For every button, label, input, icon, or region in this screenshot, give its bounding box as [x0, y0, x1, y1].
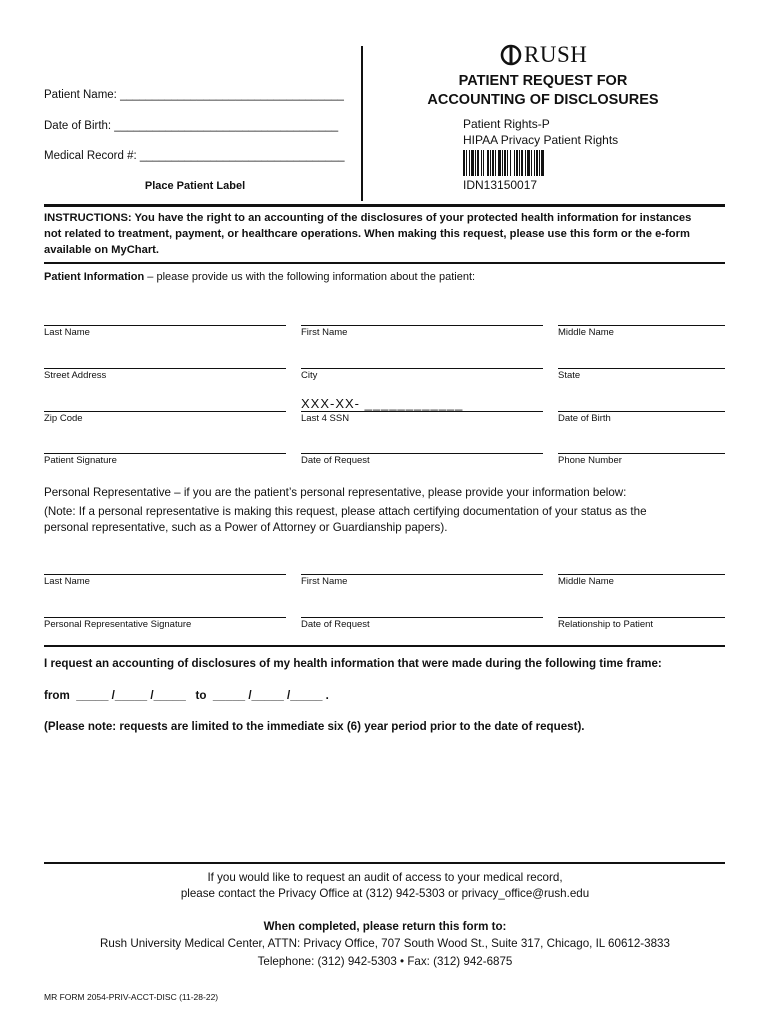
patient-info-subtitle: – please provide us with the following information about the patient: — [144, 271, 476, 283]
barcode-bar — [516, 150, 518, 176]
rush-logo-icon — [500, 44, 522, 66]
barcode-bar — [466, 150, 467, 176]
form-code: MR FORM 2054-PRIV-ACCT-DISC (11-28-22) — [44, 992, 219, 1002]
barcode-bar — [490, 150, 491, 176]
rep-relationship-label: Relationship to Patient — [558, 619, 654, 630]
barcode-bar — [492, 150, 494, 176]
barcode-bar — [531, 150, 532, 176]
barcode-bar — [487, 150, 489, 176]
barcode-bar — [507, 150, 508, 176]
form-category: Patient Rights-P — [463, 117, 550, 131]
patient-zip-input[interactable] — [44, 411, 286, 412]
patient-street-label: Street Address — [44, 370, 107, 381]
request-date-range[interactable]: from _____ /_____ /_____ to _____ /_____ /_____ . — [44, 689, 329, 702]
barcode-bar — [495, 150, 496, 176]
barcode-bar — [519, 150, 520, 176]
place-patient-label: Place Patient Label — [144, 180, 246, 192]
barcode-bar — [481, 150, 482, 176]
barcode-bar — [498, 150, 501, 176]
patient-city-input[interactable] — [301, 368, 543, 369]
patient-street-input[interactable] — [44, 368, 286, 369]
patient-info-title: Patient Information — [44, 271, 145, 283]
patient-middle-name-input[interactable] — [558, 325, 725, 326]
audit-line1: If you would like to request an audit of access to your medical record, — [207, 871, 563, 884]
patient-ssn-label: Last 4 SSN — [301, 413, 350, 424]
audit-line2: please contact the Privacy Office at (312) 942-5303 or privacy_office@rush.edu — [180, 887, 590, 900]
patient-city-label: City — [301, 370, 318, 381]
form-title-line2: ACCOUNTING OF DISCLOSURES — [427, 92, 659, 108]
rep-signature-label: Personal Representative Signature — [44, 619, 192, 630]
barcode-bar — [469, 150, 470, 176]
instructions-rule — [44, 262, 725, 264]
header-divider — [361, 46, 363, 201]
barcode-bar — [475, 150, 476, 176]
patient-dob-label: Date of Birth — [558, 413, 611, 424]
patient-zip-label: Zip Code — [44, 413, 83, 424]
request-note: (Please note: requests are limited to the immediate six (6) year period prior to the date of request). — [44, 720, 585, 733]
rep-middle-name-label: Middle Name — [558, 576, 614, 587]
patient-state-input[interactable] — [558, 368, 725, 369]
patient-phone-label: Phone Number — [558, 455, 622, 466]
barcode-bar — [536, 150, 538, 176]
barcode-bar — [527, 150, 530, 176]
patient-first-name-label: First Name — [301, 327, 348, 338]
rush-logo — [500, 42, 587, 68]
patient-first-name-input[interactable] — [301, 325, 543, 326]
request-statement: I request an accounting of disclosures of my health information that were made during the following time frame: — [44, 657, 662, 670]
instructions-line3: available on MyChart. — [44, 244, 160, 256]
instructions — [44, 210, 734, 258]
barcode-bar — [483, 150, 484, 176]
barcode-bar — [534, 150, 535, 176]
header-rule — [44, 204, 725, 207]
rep-signature-input[interactable] — [44, 617, 286, 618]
form-title-line1: PATIENT REQUEST FOR — [458, 73, 628, 89]
rush-logo-text: RUSH — [524, 42, 588, 67]
patient-signature-label: Patient Signature — [44, 455, 117, 466]
rep-first-name-input[interactable] — [301, 574, 543, 575]
medical-record-field[interactable]: Medical Record #: ________________________________ — [44, 150, 345, 162]
barcode-bar — [463, 150, 465, 176]
barcode-bar — [521, 150, 523, 176]
patient-ssn-input[interactable] — [301, 411, 543, 412]
patient-signature-input[interactable] — [44, 453, 286, 454]
patient-last-name-input[interactable] — [44, 325, 286, 326]
barcode-bar — [471, 150, 474, 176]
instructions-line2: not related to treatment, payment, or healthcare operations. When making this request, please use this form or the e-form — [44, 228, 690, 240]
rep-date-request-label: Date of Request — [301, 619, 370, 630]
patient-phone-input[interactable] — [558, 453, 725, 454]
form-subcategory: HIPAA Privacy Patient Rights — [463, 133, 619, 147]
rep-rule — [44, 645, 725, 647]
rep-middle-name-input[interactable] — [558, 574, 725, 575]
barcode-bar — [514, 150, 515, 176]
footer-rule — [44, 862, 725, 864]
patient-name-field[interactable]: Patient Name: ___________________________________ — [44, 89, 344, 101]
return-heading: When completed, please return this form to: — [263, 920, 507, 933]
return-address: Rush University Medical Center, ATTN: Privacy Office, 707 South Wood St., Suite 317, Chicago, IL 60612-3833 — [100, 937, 670, 950]
barcode-bar — [510, 150, 511, 176]
return-contact: Telephone: (312) 942-5303 • Fax: (312) 942-6875 — [257, 955, 513, 968]
rep-note-line2: personal representative, such as a Power of Attorney or Guardianship papers). — [44, 521, 448, 534]
rep-note-line1: (Note: If a personal representative is making this request, please attach certifying documentation of your status as the — [44, 505, 647, 518]
barcode-bar — [541, 150, 544, 176]
barcode-id: IDN13150017 — [463, 178, 538, 192]
barcode-bar — [539, 150, 540, 176]
rep-heading: Personal Representative – if you are the patient’s personal representative, please provide your information below: — [44, 486, 627, 499]
ssn-prefix[interactable]: XXX-XX- ____________ — [301, 396, 464, 411]
rep-last-name-input[interactable] — [44, 574, 286, 575]
patient-date-request-input[interactable] — [301, 453, 543, 454]
patient-last-name-label: Last Name — [44, 327, 90, 338]
instructions-line1: You have the right to an accounting of the disclosures of your protected health information for instances — [131, 212, 692, 224]
barcode-bar — [504, 150, 506, 176]
rep-date-request-input[interactable] — [301, 617, 543, 618]
barcode-bar — [525, 150, 526, 176]
barcode-bar — [502, 150, 503, 176]
patient-dob-input[interactable] — [558, 411, 725, 412]
patient-info-heading — [44, 271, 475, 283]
rep-relationship-input[interactable] — [558, 617, 725, 618]
rep-last-name-label: Last Name — [44, 576, 90, 587]
barcode — [463, 150, 633, 176]
barcode-bar — [477, 150, 479, 176]
instructions-lead: INSTRUCTIONS: — [44, 212, 132, 224]
patient-state-label: State — [558, 370, 581, 381]
patient-date-request-label: Date of Request — [301, 455, 370, 466]
rep-first-name-label: First Name — [301, 576, 348, 587]
date-of-birth-field[interactable]: Date of Birth: ___________________________________ — [44, 120, 339, 132]
patient-middle-name-label: Middle Name — [558, 327, 614, 338]
